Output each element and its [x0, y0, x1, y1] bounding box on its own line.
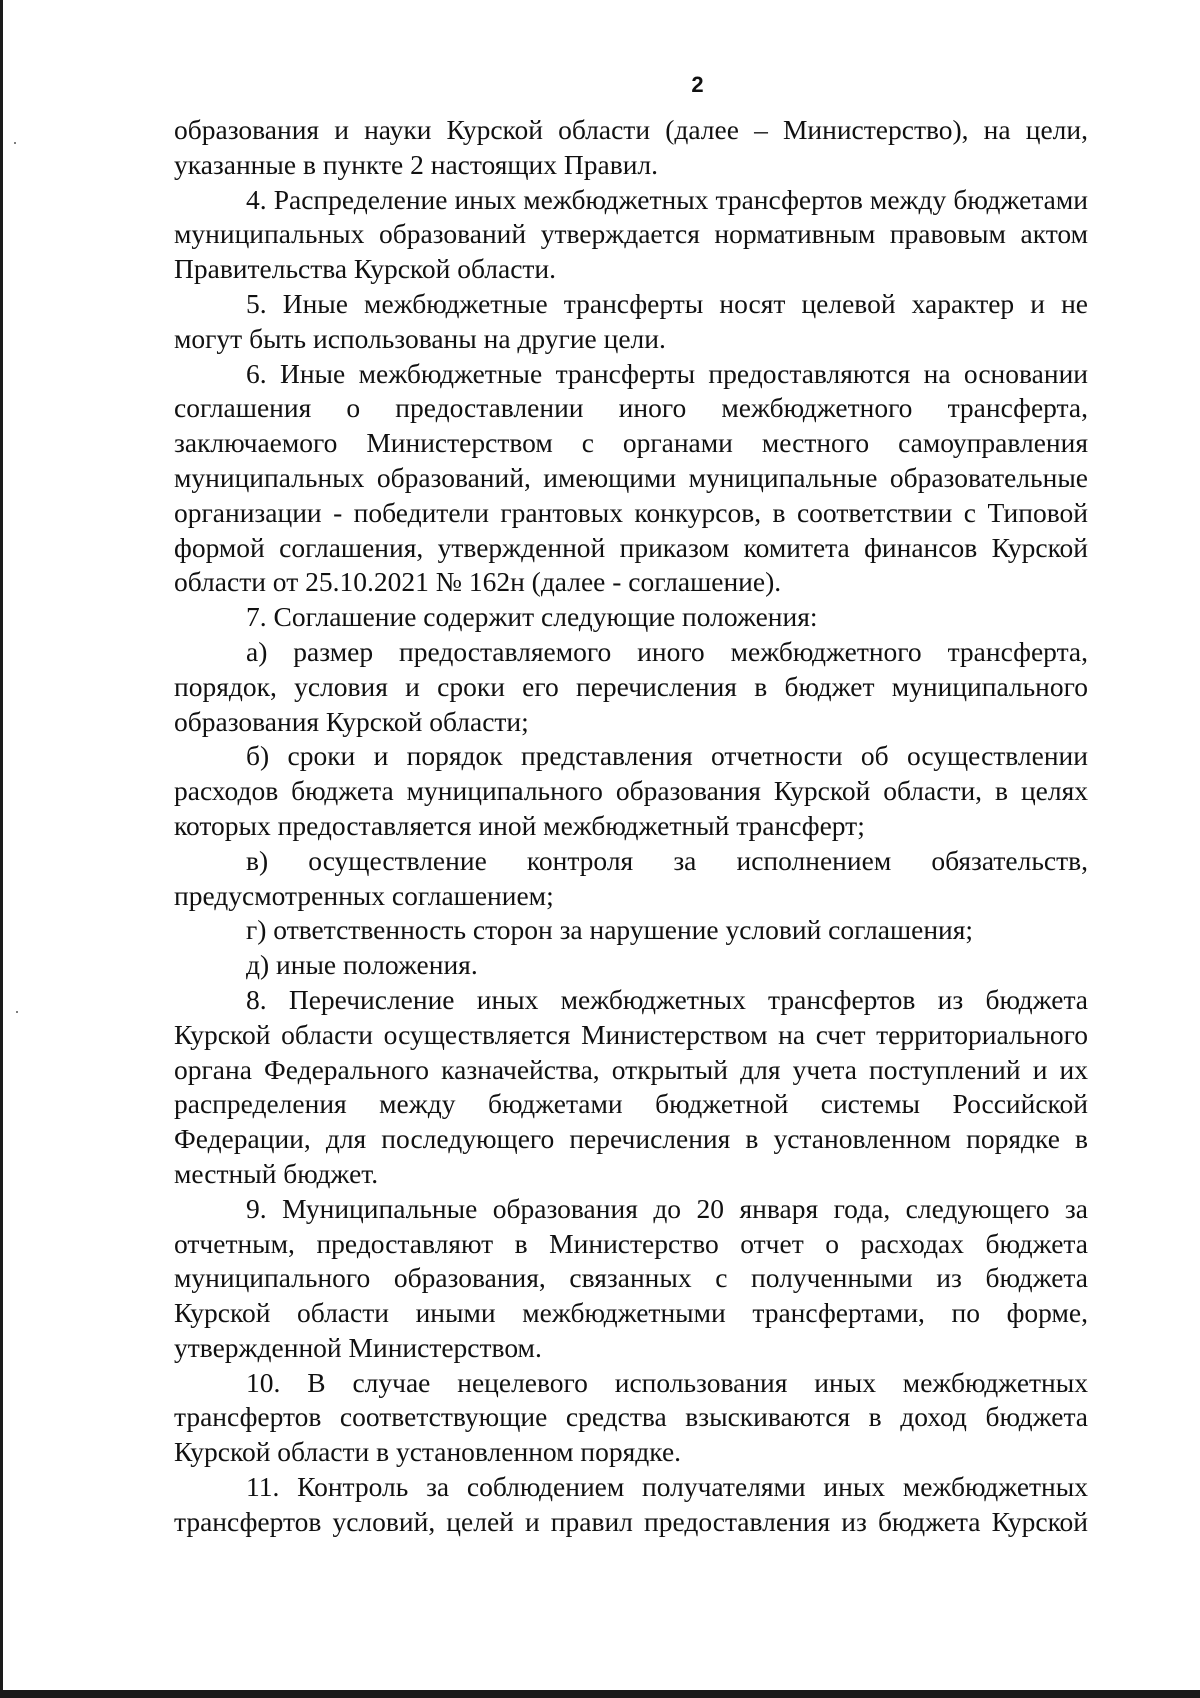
- scan-edge-left: [0, 0, 3, 1698]
- paragraph-4: 4. Распределение иных межбюджетных трансфертов между бюджетами муниципальных образований утверждается нормативным правовым актом Правительства Курской области.: [174, 183, 1088, 285]
- scan-speck: [14, 142, 16, 144]
- paragraph-6: 6. Иные межбюджетные трансферты предоставляются на основании соглашения о предоставлении иного межбюджетного трансферта, заключаемого Министерством с органами местного самоуправления муниципальных образований, имеющими муниципальные образовательные организации - победители грантовых конкурсов, в соответствии с Типовой формой соглашения, утвержденной приказом комитета финансов Курской области от 25.10.2021 № 162н (далее - соглашение).: [174, 357, 1088, 598]
- scan-speck: [16, 1011, 18, 1013]
- paragraph-5: 5. Иные межбюджетные трансферты носят целевой характер и не могут быть использованы на другие цели.: [174, 287, 1088, 354]
- paragraph-8: 8. Перечисление иных межбюджетных трансфертов из бюджета Курской области осуществляется Министерством на счет территориального органа Федерального казначейства, открытый для учета поступлений и их распределения между бюджетами бюджетной системы Российской Федерации, для последующего перечисления в установленном порядке в местный бюджет.: [174, 983, 1088, 1189]
- list-item-v: в) осуществление контроля за исполнением обязательств, предусмотренных соглашением;: [174, 844, 1088, 911]
- paragraph-7: 7. Соглашение содержит следующие положения:: [246, 601, 818, 633]
- scan-edge-bottom: [0, 1690, 1200, 1698]
- list-item-d: д) иные положения.: [246, 949, 478, 981]
- paragraph-continuation: образования и науки Курской области (далее – Министерство), на цели, указанные в пункте 2 настоящих Правил.: [174, 114, 1088, 180]
- paragraph-11: 11. Контроль за соблюдением получателями иных межбюджетных трансфертов условий, целей и правил предоставления из бюджета Курской: [174, 1471, 1088, 1537]
- list-item-a: а) размер предоставляемого иного межбюджетного трансферта, порядок, условия и сроки его перечисления в бюджет муниципального образования Курской области;: [174, 635, 1088, 737]
- paragraph-10: 10. В случае нецелевого использования иных межбюджетных трансфертов соответствующие средства взыскиваются в доход бюджета Курской области в установленном порядке.: [174, 1366, 1088, 1468]
- page-number: 2: [691, 72, 704, 97]
- list-item-b: б) сроки и порядок представления отчетности об осуществлении расходов бюджета муниципального образования Курской области, в целях которых предоставляется иной межбюджетный трансферт;: [174, 740, 1088, 841]
- paragraph-9: 9. Муниципальные образования до 20 января года, следующего за отчетным, предоставляют в Министерство отчет о расходах бюджета муниципального образования, связанных с полученными из бюджета Курской области иными межбюджетными трансфертами, по форме, утвержденной Министерством.: [174, 1192, 1088, 1363]
- document-body: [174, 113, 1088, 1540]
- list-item-g: г) ответственность сторон за нарушение условий соглашения;: [246, 914, 974, 946]
